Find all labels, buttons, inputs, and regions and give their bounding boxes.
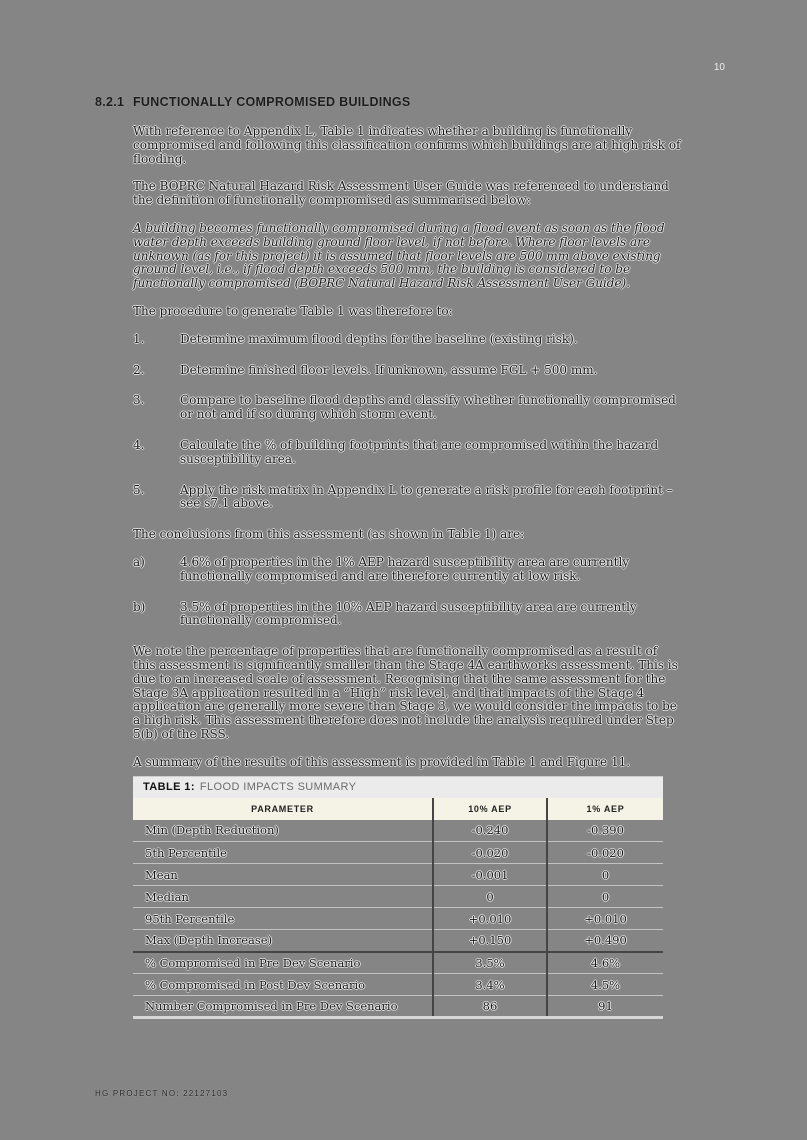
list-item-text: Calculate the % of building footprints that are compromised within the hazard susceptibility area. [180,437,659,466]
document-footer-project-number: HG PROJECT NO: 22127103 [95,1089,229,1098]
row-parameter: Min (Depth Reduction) [145,823,279,838]
table-title-bar [133,777,663,798]
list-item-text: 3.5% of properties in the 10% AEP hazard susceptibility area are currently functionally compromised. [180,599,637,628]
list-item-number: 5. [133,482,145,497]
table-row [133,930,663,952]
list-item-text: 4.6% of properties in the 1% AEP hazard susceptibility area are currently functionally compromised and are therefore currently at low risk. [180,554,630,583]
flood-impacts-table [133,776,663,1020]
row-parameter: % Compromised in Pre Dev Scenario [133,952,433,974]
row-value-1aep: 0 [547,864,663,886]
row-value-10aep: -0.020 [433,842,547,864]
row-value-1aep: 4.6% [547,952,663,974]
page-content [95,95,683,1019]
row-value-10aep: 86 [433,996,547,1018]
list-item [133,333,683,347]
row-value-10aep: -0.240 [433,820,547,842]
row-value-1aep: 91 [547,996,663,1018]
table-row [133,886,663,908]
table-header-row [133,798,663,820]
paragraph-conclusions-lead: The conclusions from this assessment (as shown in Table 1) are: [133,527,525,542]
row-value-1aep: 4.5% [547,974,663,996]
section-title: FUNCTIONALLY COMPROMISED BUILDINGS [133,95,411,109]
list-item-text: Determine maximum flood depths for the baseline (existing risk). [180,331,578,346]
list-item-number: 3. [133,393,145,408]
table-row [133,908,663,930]
row-value-10aep: +0.010 [433,908,547,930]
column-header-parameter: PARAMETER [133,798,433,820]
row-value-1aep: 0 [547,886,663,908]
table-title-text: FLOOD IMPACTS SUMMARY [199,781,357,793]
row-parameter: % Compromised in Post Dev Scenario [133,974,433,996]
list-item-letter: a) [133,554,145,569]
section-heading [95,95,683,109]
list-item-text: Compare to baseline flood depths and classify whether functionally compromised or not and if so during which storm event. [180,393,676,422]
row-parameter: Median [133,886,433,908]
paragraph-boprc-reference: The BOPRC Natural Hazard Risk Assessment User Guide was referenced to understand the definition of functionally compromised as summarised below: [133,179,669,208]
list-item-number: 1. [133,331,145,346]
row-value-1aep: -0.020 [547,842,663,864]
list-item-number: 4. [133,437,145,452]
paragraph-definition-quote: A building becomes functionally compromised during a flood event as soon as the flood water depth exceeds building ground floor level, if not before. Where floor levels are unknown (as for this project) it is assumed that floor levels are 500 mm above existing ground level, i.e., if flood depth exceeds 500 mm, the building is considered to be functionally compromised (BOPRC Natural Hazard Risk Assessment User Guide). [133,220,665,291]
list-item [133,601,683,629]
paragraph-intro: With reference to Appendix L, Table 1 indicates whether a building is functionally compromised and following this classification confirms which buildings are at high risk of flooding. [133,124,681,166]
procedure-list [133,333,683,511]
row-value-10aep: -0.001 [433,864,547,886]
row-value-10aep: +0.150 [433,930,547,952]
column-header-1aep: 1% AEP [547,798,663,820]
list-item-text: Apply the risk matrix in Appendix L to generate a risk profile for each footprint – see s7.1 above. [180,482,673,511]
list-item [133,556,683,584]
row-parameter: 95th Percentile [133,908,433,930]
list-item-number: 2. [133,362,145,377]
table-row [133,864,663,886]
column-header-10aep: 10% AEP [433,798,547,820]
table-row [133,996,663,1018]
row-value-10aep: 0 [433,886,547,908]
row-value-1aep: +0.490 [547,930,663,952]
table-row [133,820,663,842]
list-item [133,394,683,422]
row-value-10aep: 3.5% [433,952,547,974]
row-parameter: Max (Depth Increase) [133,930,433,952]
row-value-1aep: -0.390 [547,820,663,842]
row-parameter: 5th Percentile [133,842,433,864]
table-row [133,974,663,996]
row-parameter: Number Compromised in Pre Dev Scenario [133,996,433,1018]
list-item-text: Determine finished floor levels. If unknown, assume FGL + 500 mm. [180,362,598,377]
table-row [133,952,663,974]
paragraph-summary: A summary of the results of this assessment is provided in Table 1 and Figure 11. [133,754,631,769]
paragraph-we-note: We note the percentage of properties that are functionally compromised as a result of this assessment is significantly smaller than the Stage 4A earthworks assessment. This is due to an increased scale of assessment. Recognising that the same assessment for the Stage 3A application resulted in a “High” risk level, and that impacts of the Stage 4 application are generally more severe than Stage 3, we would consider the impacts to be a high risk. This assessment therefore does not include the analysis required under Step 5(b) of the RSS. [133,644,678,741]
row-value-1aep: +0.010 [547,908,663,930]
row-parameter: Mean [133,864,433,886]
table-row [133,842,663,864]
list-item-letter: b) [133,599,146,614]
list-item [133,484,683,512]
list-item [133,439,683,467]
row-value-10aep: 3.4% [433,974,547,996]
section-number: 8.2.1 [95,95,125,109]
table-title-label: TABLE 1: [143,781,195,793]
paragraph-procedure-lead: The procedure to generate Table 1 was therefore to: [133,303,453,318]
list-item [133,364,683,378]
conclusions-list [133,556,683,628]
page-number: 10 [713,62,725,73]
